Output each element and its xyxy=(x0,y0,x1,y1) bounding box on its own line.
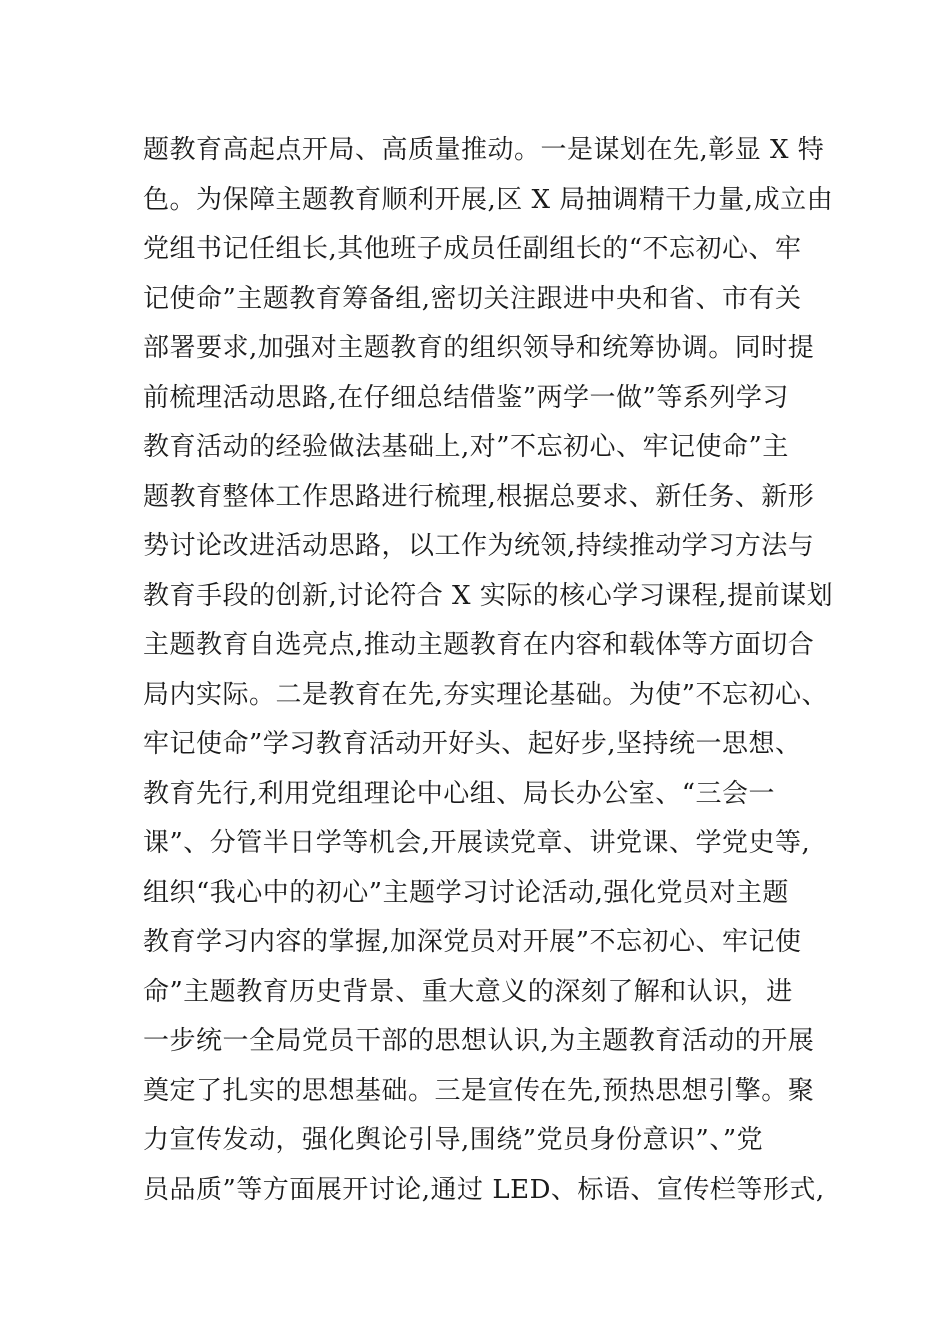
text-line: 记使命”主题教育筹备组,密切关注跟进中央和省、市有关 xyxy=(143,283,802,314)
text-line: 教育手段的创新,讨论符合 X 实际的核心学习课程,提前谋划 xyxy=(143,580,834,611)
text-line: 力宣传发动，强化舆论引导,围绕”党员身份意识”、”党 xyxy=(143,1125,764,1155)
text-line: 局内实际。二是教育在先,夯实理论基础。为使”不忘初心、 xyxy=(143,679,829,710)
text-line: 题教育高起点开局、高质量推动。一是谋划在先,彰显 X 特 xyxy=(143,135,825,165)
text-line: 部署要求,加强对主题教育的组织领导和统筹协调。同时提 xyxy=(143,333,815,363)
text-line: 教育先行,利用党组理论中心组、局长办公室、“三会一 xyxy=(143,778,776,809)
body-paragraph xyxy=(143,126,843,1215)
text-line: 命”主题教育历史背景、重大意义的深刻了解和认识，进 xyxy=(143,976,793,1007)
text-line: 主题教育自选亮点,推动主题教育在内容和载体等方面切合 xyxy=(143,630,815,660)
text-line: 课”、分管半日学等机会,开展读党章、讲党课、学党史等, xyxy=(143,828,811,858)
text-line: 教育学习内容的掌握,加深党员对开展”不忘初心、牢记使 xyxy=(143,927,802,957)
text-line: 一步统一全局党员干部的思想认识,为主题教育活动的开展 xyxy=(143,1026,815,1056)
text-line: 组织“我心中的初心”主题学习讨论活动,强化党员对主题 xyxy=(143,877,789,908)
text-line: 教育活动的经验做法基础上,对”不忘初心、牢记使命”主 xyxy=(143,432,789,462)
text-line: 员品质”等方面展开讨论,通过 LED、标语、宣传栏等形式, xyxy=(143,1174,825,1205)
text-line: 前梳理活动思路,在仔细总结借鉴”两学一做”等系列学习 xyxy=(143,382,789,413)
text-line: 题教育整体工作思路进行梳理,根据总要求、新任务、新形 xyxy=(143,481,815,512)
text-line: 牢记使命”学习教育活动开好头、起好步,坚持统一思想、 xyxy=(143,729,802,759)
text-line: 党组书记任组长,其他班子成员任副组长的“不忘初心、牢 xyxy=(143,234,802,264)
text-line: 势讨论改进活动思路，以工作为统领,持续推动学习方法与 xyxy=(143,531,815,561)
text-line: 色。为保障主题教育顺利开展,区 X 局抽调精干力量,成立由 xyxy=(143,184,834,215)
text-line: 奠定了扎实的思想基础。三是宣传在先,预热思想引擎。聚 xyxy=(143,1075,815,1106)
